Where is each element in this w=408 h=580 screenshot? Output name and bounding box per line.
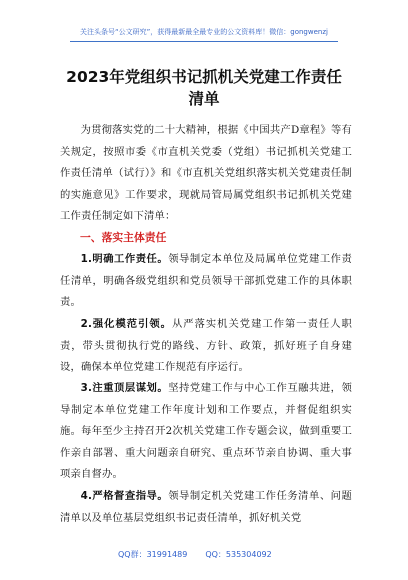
item-text-4: 领导制定机关党建工作任务清单、问题清单以及单位基层党组织书记责任清单，抓好机关党 (60, 490, 352, 524)
item-lead-4: 4.严格督查指导。 (80, 490, 169, 502)
document-title (40, 66, 368, 110)
item-paragraph-4 (60, 486, 352, 529)
item-text-1: 领导制定本单位及局属单位党建工作责任清单，明确各级党组织和党员领导干部抓党建工作的具体职责。 (60, 253, 352, 309)
item-text-3: 坚持党建工作与中心工作互融共进，领导制定本单位党建工作年度计划和工作要点，并督促组织实施。每年至少主持召开2次机关党建工作专题会议，做到重要工作亲自部署、重大问题亲自研究、重点环节亲自协调、重大事项亲自督办。 (60, 382, 352, 481)
section-heading: 一、落实主体责任 (80, 231, 167, 244)
item-paragraph-3 (60, 378, 352, 486)
item-paragraph-1 (60, 249, 352, 314)
item-text-2: 从严落实机关党建工作第一责任人职责，带头贯彻执行党的路线、方针、政策，抓好班子自身建设，确保本单位党建工作规范有序运行。 (60, 318, 352, 374)
item-lead-2: 2.强化模范引领。 (80, 318, 172, 330)
item-lead-3: 3.注重顶层谋划。 (80, 382, 169, 394)
footer-contact (118, 549, 318, 560)
title-line-2: 清单 (188, 90, 220, 108)
item-lead-1: 1.明确工作责任。 (80, 253, 169, 265)
footer-qq: QQ：535304092 (205, 550, 272, 559)
footer-qq-group: QQ群：31991489 (118, 550, 188, 559)
title-line-1: 2023年党组织书记抓机关党建工作责任 (66, 68, 342, 86)
intro-paragraph: 为贯彻落实党的二十大精神，根据《中国共产D章程》等有关规定，按照市委《市直机关党委（党组）书记抓机关党建工作责任清单（试行）》和《市直机关党组织落实机关党建责任制的实施意见》工作要求，现就局管局属党组织书记抓机关党建工作责任制定如下清单： (60, 124, 352, 223)
item-paragraph-2 (60, 314, 352, 379)
header-banner: 关注头条号“公文研究”，获得最新最全最专业的公文资料库！微信：gongwenzj (70, 24, 338, 42)
